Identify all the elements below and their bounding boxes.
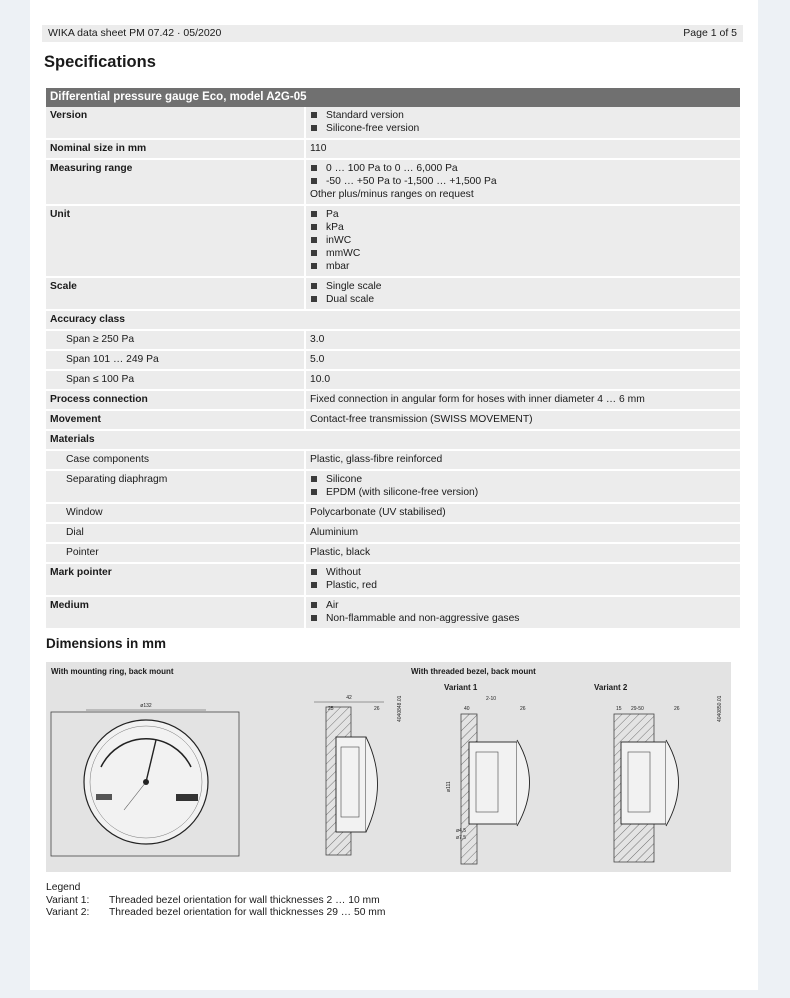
table-row (46, 107, 740, 140)
variant-1-label: Variant 1 (444, 683, 478, 692)
row-value: 110 (306, 140, 740, 158)
bullet-item: -50 … +50 Pa to -1,500 … +1,500 Pa (310, 175, 736, 188)
table-row (46, 391, 740, 411)
table-row (46, 504, 740, 524)
bullet-item: mmWC (310, 247, 736, 260)
table-row (46, 471, 740, 504)
row-value (306, 107, 740, 138)
side-total-label: 42 (346, 695, 352, 701)
table-row (46, 411, 740, 431)
bullet-item: kPa (310, 221, 736, 234)
row-label: Span 101 … 249 Pa (46, 351, 304, 369)
table-row (46, 331, 740, 351)
row-label: Dial (46, 524, 304, 542)
row-label: Span ≤ 100 Pa (46, 371, 304, 389)
tube-outer-label: ø7,5 (456, 835, 467, 841)
row-value: 5.0 (306, 351, 740, 369)
table-row (46, 431, 740, 451)
table-row (46, 278, 740, 311)
page-number: Page 1 of 5 (683, 27, 737, 39)
row-label: Materials (46, 431, 740, 449)
row-label: Process connection (46, 391, 304, 409)
row-value: Contact-free transmission (SWISS MOVEMENT) (306, 411, 740, 429)
side-view-case (336, 737, 366, 832)
bullet-item: Plastic, red (310, 579, 736, 592)
row-label: Separating diaphragm (46, 471, 304, 502)
bullet-item: Standard version (310, 109, 736, 122)
row-label: Unit (46, 206, 304, 276)
bullet-item: Silicone (310, 473, 736, 486)
gauge-logo-plate (176, 794, 198, 801)
row-value: Fixed connection in angular form for hoses with inner diameter 4 … 6 mm (306, 391, 740, 409)
dimensions-heading: Dimensions in mm (46, 636, 167, 651)
row-value: Plastic, black (306, 544, 740, 562)
bullet-item: Single scale (310, 280, 736, 293)
bullet-item: mbar (310, 260, 736, 273)
variant-1-wall-label: 2-10 (486, 696, 497, 702)
specifications-heading: Specifications (44, 53, 156, 71)
row-label: Nominal size in mm (46, 140, 304, 158)
row-label: Version (46, 107, 304, 138)
variant-1-b-label: 26 (520, 706, 526, 712)
row-label: Movement (46, 411, 304, 429)
row-value: Aluminium (306, 524, 740, 542)
row-value: Plastic, glass-fibre reinforced (306, 451, 740, 469)
bullet-item: Air (310, 599, 736, 612)
legend-item (46, 895, 385, 908)
variant-2-wall-label: 29-50 (631, 706, 644, 712)
legend (46, 882, 385, 920)
bullet-item: Silicone-free version (310, 122, 736, 135)
bullet-item: Pa (310, 208, 736, 221)
table-row (46, 544, 740, 564)
row-label: Case components (46, 451, 304, 469)
row-label: Span ≥ 250 Pa (46, 331, 304, 349)
row-value (306, 597, 740, 628)
row-label: Mark pointer (46, 564, 304, 595)
row-value (306, 278, 740, 309)
table-body (46, 107, 740, 630)
side-a-label: 25 (328, 706, 334, 712)
row-value (306, 564, 740, 595)
legend-title: Legend (46, 882, 81, 893)
row-value (306, 471, 740, 502)
tube-inner-label: ø4,5 (456, 828, 467, 834)
row-value: 10.0 (306, 371, 740, 389)
drawing-number-2: 4040850.01 (717, 695, 723, 722)
bullet-item: Non-flammable and non-aggressive gases (310, 612, 736, 625)
row-value (306, 206, 740, 276)
page-header (42, 25, 743, 42)
row-label: Medium (46, 597, 304, 628)
bullet-item: Dual scale (310, 293, 736, 306)
table-title: Differential pressure gauge Eco, model A2G-05 (46, 88, 740, 107)
table-row (46, 451, 740, 471)
row-label: Pointer (46, 544, 304, 562)
left-drawing-caption: With mounting ring, back mount (51, 667, 174, 676)
bullet-item: inWC (310, 234, 736, 247)
legend-text: Threaded bezel orientation for wall thicknesses 2 … 10 mm (109, 894, 380, 906)
row-value: 3.0 (306, 331, 740, 349)
legend-item (46, 907, 385, 920)
table-row (46, 311, 740, 331)
table-row (46, 371, 740, 391)
row-label: Scale (46, 278, 304, 309)
variant-2-a-label: 15 (616, 706, 622, 712)
variant-1-a-label: 40 (464, 706, 470, 712)
legend-key: Variant 1: (46, 894, 90, 906)
front-width-label: ø132 (140, 703, 152, 709)
table-row (46, 564, 740, 597)
technical-drawing-svg (46, 662, 731, 872)
bullet-item: EPDM (with silicone-free version) (310, 486, 736, 499)
side-b-label: 26 (374, 706, 380, 712)
table-row (46, 597, 740, 630)
legend-text: Threaded bezel orientation for wall thicknesses 29 … 50 mm (109, 907, 386, 918)
bullet-item: Without (310, 566, 736, 579)
dimension-drawing (46, 662, 731, 872)
table-row (46, 351, 740, 371)
table-row (46, 160, 740, 206)
drawing-number-1: 4040848.01 (397, 695, 403, 722)
table-row (46, 524, 740, 544)
variant-2-b-label: 26 (674, 706, 680, 712)
variant-2-label: Variant 2 (594, 683, 628, 692)
variant-1-diameter-label: ø111 (446, 781, 452, 792)
specifications-table (46, 88, 740, 630)
table-row (46, 140, 740, 160)
row-value (306, 160, 740, 204)
row-label: Measuring range (46, 160, 304, 204)
legend-key: Variant 2: (46, 907, 90, 918)
row-note: Other plus/minus ranges on request (310, 189, 474, 200)
row-label: Window (46, 504, 304, 522)
table-row (46, 206, 740, 278)
datasheet-id: WIKA data sheet PM 07.42 · 05/2020 (48, 27, 222, 39)
data-sheet-page (30, 0, 758, 990)
row-label: Accuracy class (46, 311, 740, 329)
bullet-item: 0 … 100 Pa to 0 … 6,000 Pa (310, 162, 736, 175)
row-value: Polycarbonate (UV stabilised) (306, 504, 740, 522)
right-drawing-caption: With threaded bezel, back mount (411, 667, 536, 676)
